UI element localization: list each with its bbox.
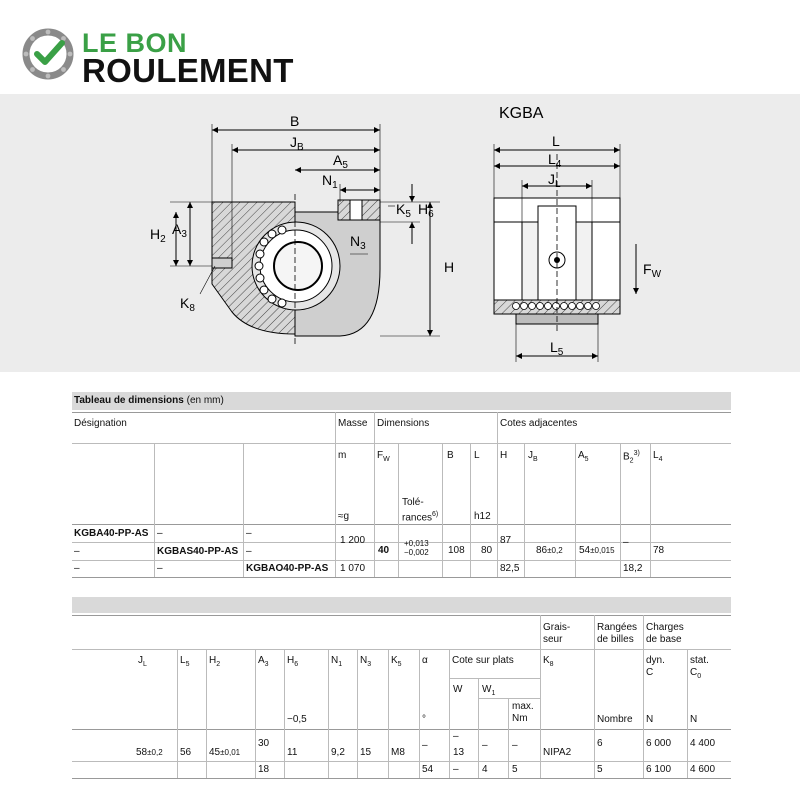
label-N1: $N_1$ <box>322 172 338 191</box>
col-cote-sur-plats: Cote sur plats <box>452 655 514 666</box>
table2-header-bar <box>72 597 731 613</box>
label-A5: $A_5$ <box>333 152 348 171</box>
col-dyn: dyn. C <box>646 655 665 678</box>
col-n1: $N_1$ <box>331 655 343 668</box>
h6-value: 11 <box>287 747 298 758</box>
rangees-top: 6 <box>597 738 603 749</box>
a3-top: 30 <box>258 738 270 749</box>
rangees-bottom: 5 <box>597 764 603 775</box>
col-max-nm: max. Nm <box>512 701 534 724</box>
l5-value: 56 <box>180 747 192 758</box>
col-w: W <box>453 684 463 695</box>
col-a3: $A_3$ <box>258 655 269 668</box>
col-m: m <box>338 450 347 461</box>
col-rangees: Rangées de billes <box>597 622 638 645</box>
col-b2: $B_2^{3)}$ <box>623 450 640 465</box>
col-b: B <box>447 450 454 461</box>
l-value: 80 <box>481 545 493 556</box>
row2-d1: – <box>74 546 80 557</box>
col-jb: $J_B$ <box>528 450 538 463</box>
unit-nombre: Nombre <box>597 714 633 725</box>
l4-value: 78 <box>653 545 665 556</box>
label-JL: $J_L$ <box>548 171 561 190</box>
label-L: L <box>552 133 560 149</box>
alpha-top: – <box>422 740 428 751</box>
w1-top: – <box>482 740 488 751</box>
n3-value: 15 <box>360 747 372 758</box>
label-FW: $F_W$ <box>643 261 662 280</box>
col-k8: $K_8$ <box>543 655 554 668</box>
row2-d2: KGBAS40-PP-AS <box>157 546 239 557</box>
col-k5: $K_5$ <box>391 655 402 668</box>
n1-value: 9,2 <box>331 747 345 758</box>
col-alpha: α <box>422 655 428 666</box>
row3-d3: KGBAO40-PP-AS <box>246 563 329 574</box>
max-top: – <box>512 740 518 751</box>
label-H: H <box>444 259 455 275</box>
col-cotes: Cotes adjacentes <box>500 418 578 429</box>
b2-top: – <box>623 537 629 548</box>
unit-degree: ° <box>422 714 426 725</box>
col-h6: $H_6$ <box>287 655 299 668</box>
col-l5: $L_5$ <box>180 655 190 668</box>
col-jl: $J_L$ <box>138 655 147 668</box>
col-charges: Charges de base <box>646 622 684 645</box>
jb-value: 86±0,2 <box>536 545 563 556</box>
row3-d1: – <box>74 563 80 574</box>
brand-line2: ROULEMENT <box>82 52 294 89</box>
h-top: 87 <box>500 535 512 546</box>
b2-bottom: 18,2 <box>623 563 643 574</box>
col-graisseur: Grais- seur <box>543 622 571 645</box>
col-a5: $A_5$ <box>578 450 589 463</box>
unit-n-dyn: N <box>646 714 654 725</box>
label-B: B <box>290 113 300 129</box>
h-bottom: 82,5 <box>500 563 520 574</box>
k8-value: NIPA2 <box>543 747 572 758</box>
row1-d1: KGBA40-PP-AS <box>74 528 149 539</box>
w-c: – <box>453 764 459 775</box>
a5-value: 54±0,015 <box>579 545 615 556</box>
col-h: H <box>500 450 508 461</box>
fw-tolerance: +0,013 −0,002 <box>404 539 429 557</box>
stat-top: 4 400 <box>690 738 716 749</box>
brand-line1: LE BON <box>82 28 188 58</box>
b-value: 108 <box>448 545 465 556</box>
mass-top: 1 200 <box>340 535 366 546</box>
col-dimensions: Dimensions <box>377 418 430 429</box>
mass-bottom: 1 070 <box>340 563 366 574</box>
jl-value: 58±0,2 <box>136 747 163 758</box>
label-K8: $K_8$ <box>180 295 195 314</box>
w1-bottom: 4 <box>482 764 488 775</box>
col-l: L <box>474 450 480 461</box>
row3-d2: – <box>157 563 163 574</box>
unit-h12: h12 <box>474 511 491 522</box>
h2-value: 45±0,01 <box>209 747 241 758</box>
col-h2: $H_2$ <box>209 655 221 668</box>
row1-d3: – <box>246 528 252 539</box>
label-N3: $N_3$ <box>350 233 366 252</box>
row2-d3: – <box>246 546 252 557</box>
col-stat: stat. $C_0$ <box>690 655 709 680</box>
col-w1: $W_1$ <box>482 684 496 697</box>
col-designation: Désignation <box>74 418 127 429</box>
col-masse: Masse <box>338 418 368 429</box>
row1-d2: – <box>157 528 163 539</box>
max-bottom: 5 <box>512 764 518 775</box>
k5-value: M8 <box>391 747 405 758</box>
unit-g: ≈g <box>338 511 350 522</box>
table1-title: Tableau de dimensions (en mm) <box>72 392 731 410</box>
fw-value: 40 <box>378 545 390 556</box>
label-K5: $K_5$ <box>396 201 411 220</box>
drawing-title: KGBA <box>499 105 544 122</box>
col-tolerances: Tolé- rances$^{6)}$ <box>402 497 439 524</box>
col-fw: $F_W$ <box>377 450 390 463</box>
label-A3: $A_3$ <box>172 221 187 240</box>
label-JB: $J_B$ <box>290 134 304 153</box>
label-L4: $L_4$ <box>548 151 562 170</box>
stat-bottom: 4 600 <box>690 764 716 775</box>
a3-bottom: 18 <box>258 764 270 775</box>
dyn-bottom: 6 100 <box>646 764 672 775</box>
unit-n-stat: N <box>690 714 698 725</box>
dyn-top: 6 000 <box>646 738 672 749</box>
label-H2: $H_2$ <box>150 226 166 245</box>
h6-tolerance: −0,5 <box>287 714 307 725</box>
col-n3: $N_3$ <box>360 655 372 668</box>
w-a: – <box>453 731 459 742</box>
label-H6: $H_6$ <box>418 201 434 220</box>
alpha-bottom: 54 <box>422 764 434 775</box>
col-l4: $L_4$ <box>653 450 663 463</box>
w-b: 13 <box>453 747 465 758</box>
label-L5: $L_5$ <box>550 339 564 358</box>
